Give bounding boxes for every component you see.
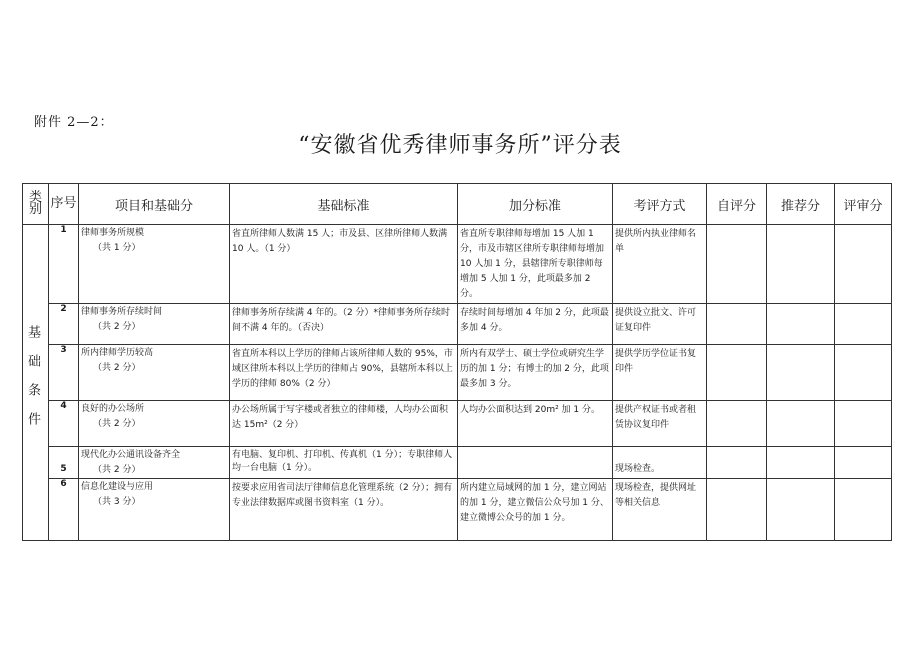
review-score-cell[interactable] [835,447,892,479]
row-basic [230,447,458,479]
row-basic [230,345,458,401]
recommend-score-cell[interactable] [767,304,835,345]
item-score: （共 2 分） [93,465,141,475]
table-row [23,304,892,345]
row-seq: 1 [49,225,79,304]
header-basic: 基础标准 [230,184,458,225]
header-bonus: 加分标准 [458,184,613,225]
item-score: （共 2 分） [93,322,141,332]
row-method [613,401,707,447]
header-review-score: 评审分 [835,184,892,225]
item-score: （共 2 分） [93,419,141,429]
row-bonus [458,304,613,345]
item-name: 律师事务所存续时间 [81,307,163,317]
review-score-cell[interactable] [835,345,892,401]
header-seq: 序号 [49,184,79,225]
self-score-cell[interactable] [707,345,767,401]
category-cell: 基础条件 [23,225,49,541]
header-method: 考评方式 [613,184,707,225]
row-item [79,401,230,447]
score-table [22,183,892,541]
method-text: 提供产权证书或者租赁协议复印件 [615,405,697,430]
item-name: 信息化建设与应用 [81,482,154,492]
self-score-cell[interactable] [707,479,767,541]
row-item [79,447,230,479]
review-score-cell[interactable] [835,479,892,541]
item-name: 现代化办公通讯设备齐全 [81,450,181,460]
row-seq: 2 [49,304,79,345]
row-item [79,479,230,541]
row-bonus [458,447,613,479]
row-bonus [458,401,613,447]
page-title: “安徽省优秀律师事务所”评分表 [298,133,622,158]
header-row [23,184,892,225]
item-score: （共 3 分） [93,497,141,507]
table-row [23,479,892,541]
row-item [79,225,230,304]
method-text: 提供所内执业律师名单 [615,229,697,254]
row-method [613,345,707,401]
row-seq: 4 [49,401,79,447]
row-seq: 6 [49,479,79,541]
row-seq: 3 [49,345,79,401]
basic-text: 办公场所属于写字楼或者独立的律师楼，人均办公面积达 15m²（2 分） [232,405,449,430]
item-name: 良好的办公场所 [81,404,145,414]
basic-text: 律师事务所存续满 4 年的。（2 分）*律师事务所存续时间不满 4 年的。（否决） [232,308,451,333]
recommend-score-cell[interactable] [767,225,835,304]
bonus-text: 存续时间每增加 4 年加 2 分，此项最多加 4 分。 [460,308,609,333]
row-method [613,479,707,541]
recommend-score-cell[interactable] [767,345,835,401]
table-row [23,401,892,447]
basic-text: 按要求应用省司法厅律师信息化管理系统（2 分）；拥有专业法律数据库或图书资料室（1 分）。 [232,483,453,508]
header-self-score: 自评分 [707,184,767,225]
item-score: （共 1 分） [93,243,141,253]
row-method [613,447,707,479]
self-score-cell[interactable] [707,447,767,479]
recommend-score-cell[interactable] [767,479,835,541]
method-text: 现场检查。 [615,464,661,474]
review-score-cell[interactable] [835,304,892,345]
recommend-score-cell[interactable] [767,447,835,479]
row-bonus [458,225,613,304]
attachment-label: 附件 2—2： [34,115,114,130]
bonus-text: 所内建立局域网的加 1 分，建立网站的加 1 分，建立微信公众号加 1 分、建立微博公众号的加 1 分。 [460,483,609,523]
review-score-cell[interactable] [835,401,892,447]
row-basic [230,479,458,541]
self-score-cell[interactable] [707,401,767,447]
basic-text: 省直所律师人数满 15 人；市及县、区律所律师人数满 10 人。（1 分） [232,229,448,254]
table-row [23,225,892,304]
header-recommend-score: 推荐分 [767,184,835,225]
row-basic [230,304,458,345]
method-text: 提供设立批文、许可证复印件 [615,308,697,333]
table-row [23,447,892,479]
item-name: 所内律师学历较高 [81,348,154,358]
row-basic [230,225,458,304]
row-method [613,304,707,345]
self-score-cell[interactable] [707,225,767,304]
item-name: 律师事务所规模 [81,228,145,238]
method-text: 现场检查，提供网址等相关信息 [615,483,697,508]
item-score: （共 2 分） [93,363,141,373]
row-item [79,345,230,401]
row-bonus [458,479,613,541]
bonus-text [458,447,612,450]
row-method [613,225,707,304]
review-score-cell[interactable] [835,225,892,304]
method-text: 提供学历学位证书复印件 [615,349,697,374]
self-score-cell[interactable] [707,304,767,345]
header-category: 类别 [23,184,49,225]
recommend-score-cell[interactable] [767,401,835,447]
bonus-text: 省直所专职律师每增加 15 人加 1 分，市及市辖区律所专职律师每增加 10 人加 1 分，县辖律所专职律师每增加 5 人加 1 分，此项最多加 2 分。 [460,229,605,299]
row-seq: 5 [49,447,79,479]
row-basic [230,401,458,447]
row-bonus [458,345,613,401]
row-item [79,304,230,345]
header-item: 项目和基础分 [79,184,230,225]
basic-text: 有电脑、复印机、打印机、传真机（1 分）；专职律师人均一台电脑（1 分）。 [232,450,453,473]
basic-text: 省直所本科以上学历的律师占该所律师人数的 95%，市域区律所本科以上学历的律师占 90%，县辖所本科以上学历的律师 80%（2 分） [232,349,453,389]
bonus-text: 所内有双学士、硕士学位或研究生学历的加 1 分；有博士的加 2 分，此项最多加 3 分。 [460,349,609,389]
bonus-text: 人均办公面积达到 20m² 加 1 分。 [460,405,600,415]
table-row [23,345,892,401]
